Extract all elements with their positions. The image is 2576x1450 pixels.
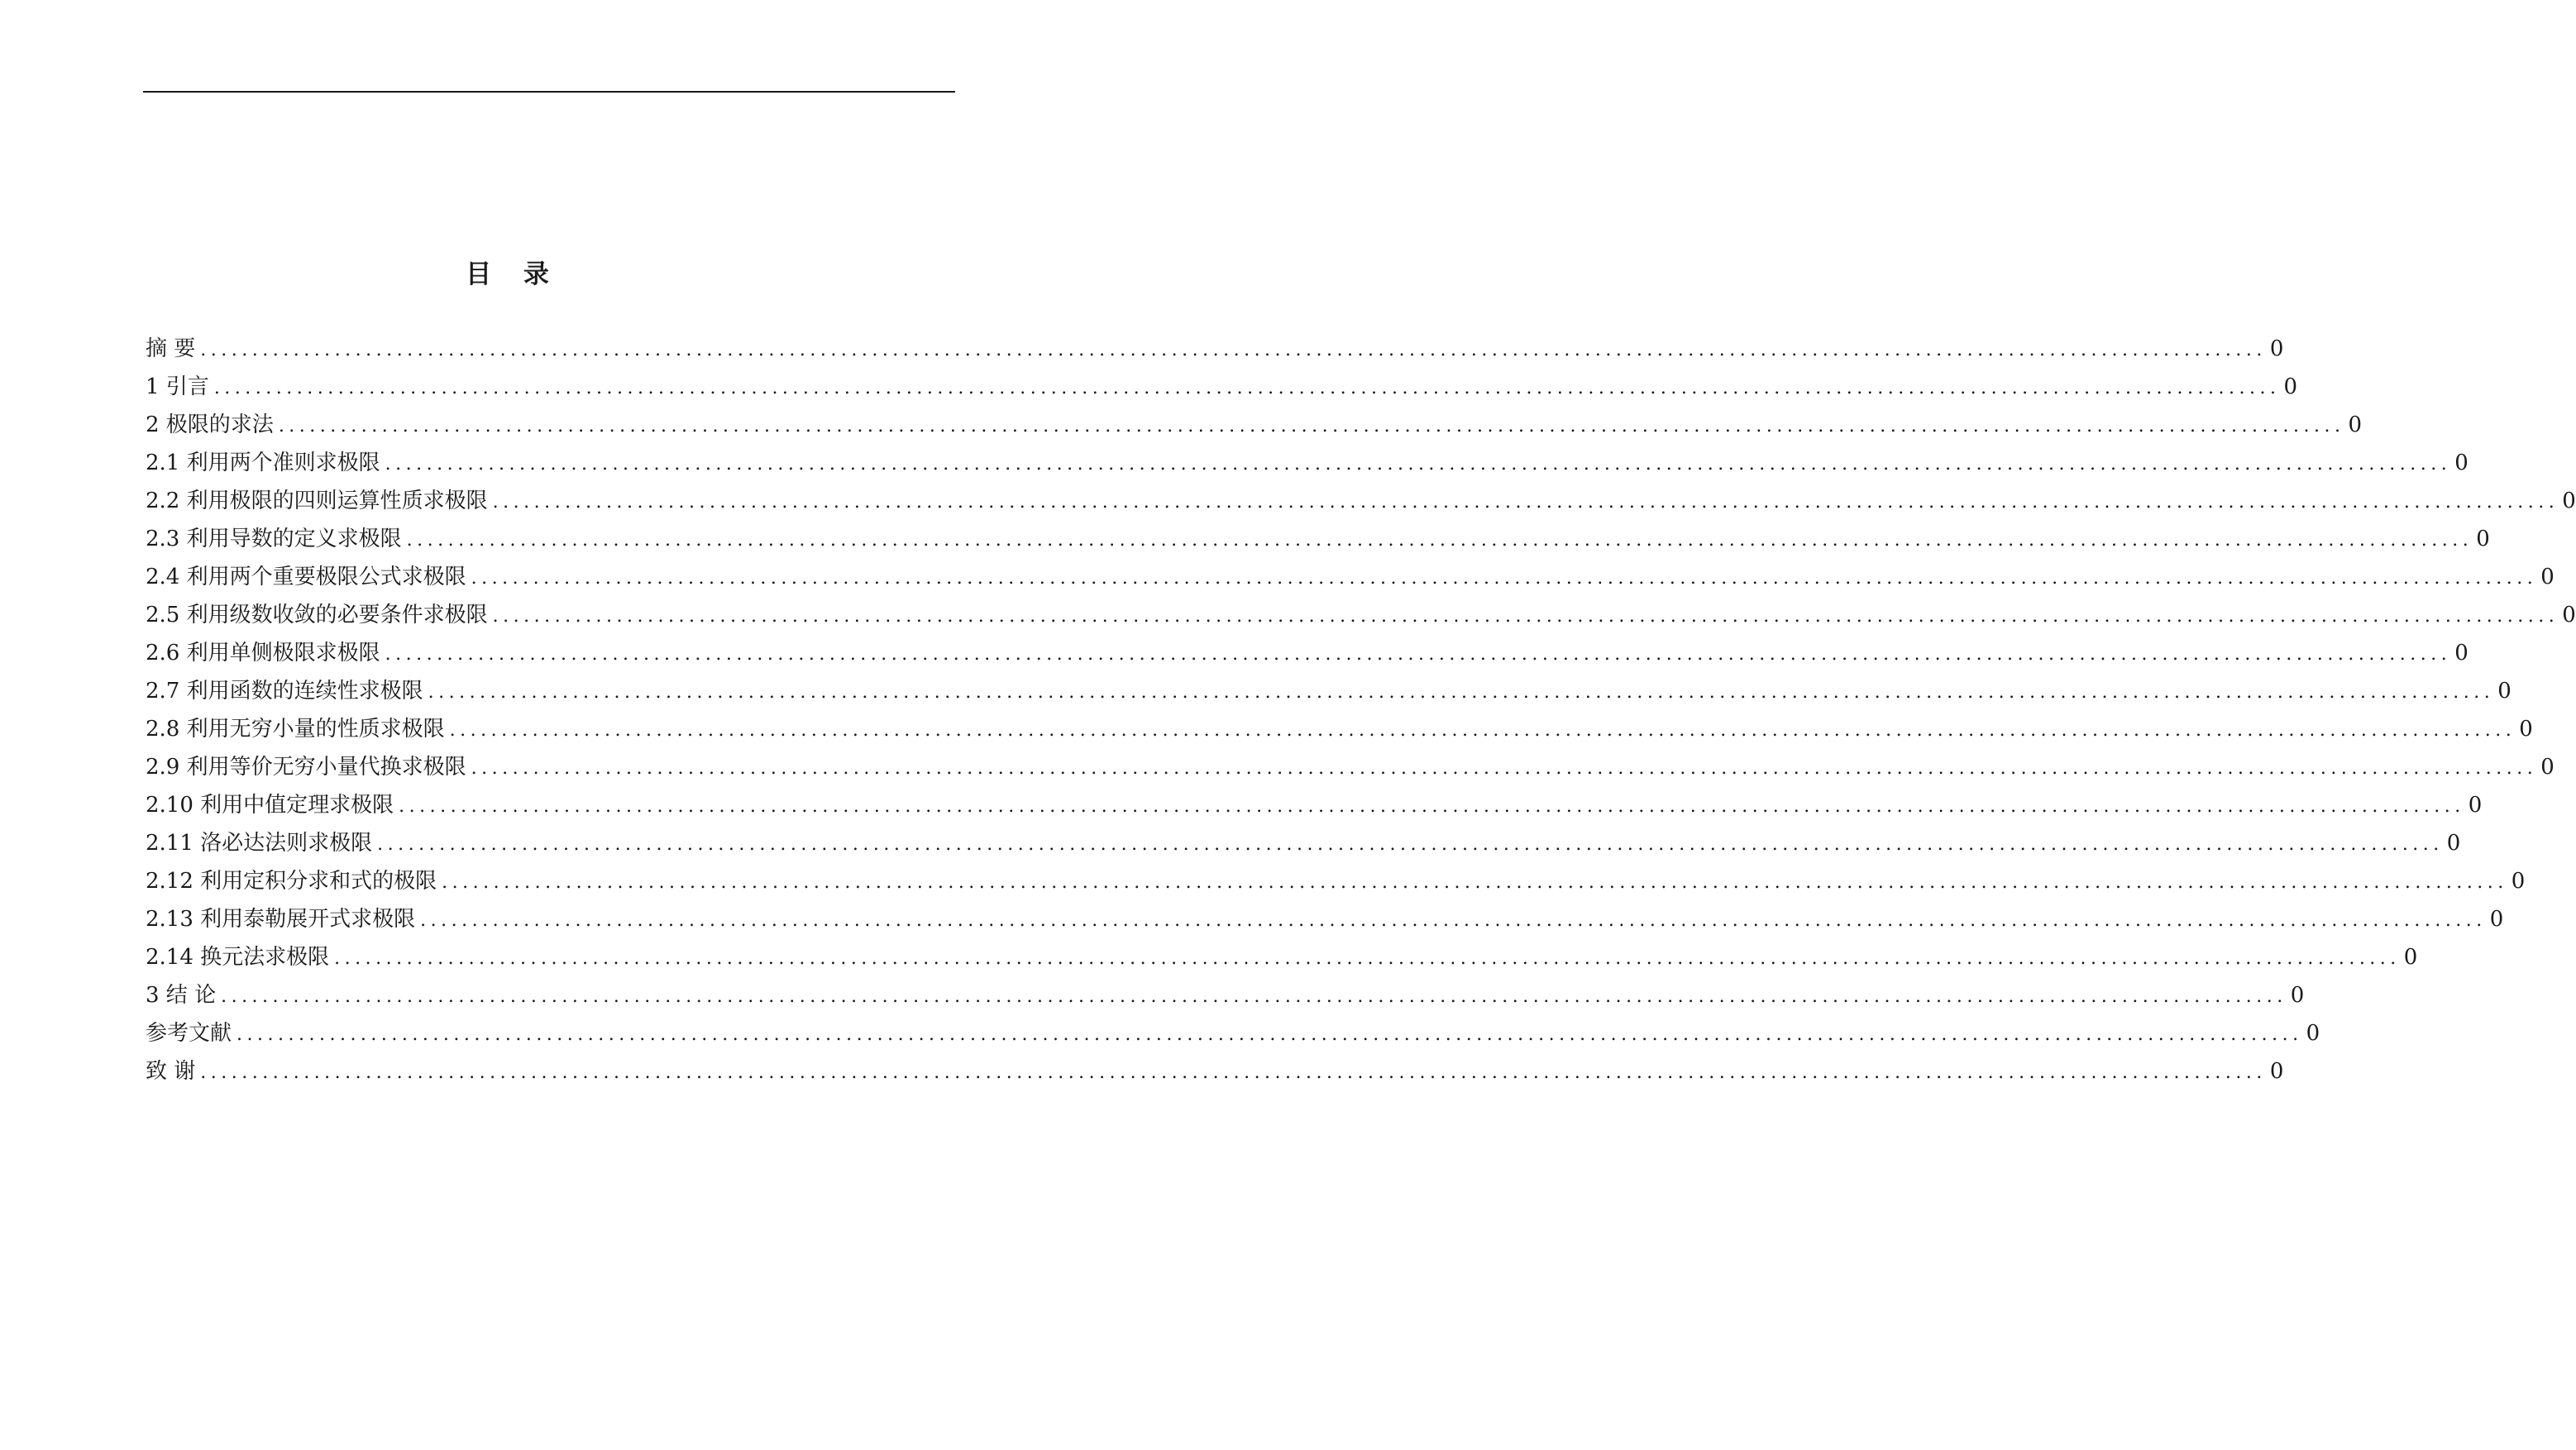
toc-entry-page: 0 — [2348, 413, 2362, 437]
toc-dot-leader: ........................................................................................................................................................................................................ — [377, 834, 2444, 855]
toc-entry-section-2-1[interactable] — [146, 444, 2468, 482]
toc-entry-page: 0 — [2476, 527, 2490, 551]
toc-entry-abstract[interactable] — [146, 330, 2284, 368]
toc-entry-label: 2.5 利用级数收敛的必要条件求极限 — [146, 603, 488, 627]
toc-entry-section-2-3[interactable] — [146, 520, 2490, 558]
toc-entry-label: 2.10 利用中值定理求极限 — [146, 793, 394, 818]
toc-entry-page: 0 — [2269, 1059, 2284, 1084]
toc-entry-section-2-13[interactable] — [146, 900, 2504, 938]
toc-entry-page: 0 — [2562, 603, 2576, 627]
toc-entry-page: 0 — [2283, 374, 2297, 399]
toc-entry-page: 0 — [2269, 336, 2284, 361]
toc-dot-leader: ........................................................................................................................................................................................................ — [406, 530, 2473, 551]
toc-dot-leader: ........................................................................................................................................................................................................ — [385, 644, 2452, 665]
toc-entry-acknowledgements[interactable] — [146, 1052, 2284, 1090]
toc-dot-leader: ........................................................................................................................................................................................................ — [221, 986, 2287, 1007]
toc-entry-page: 0 — [2403, 945, 2418, 970]
toc-dot-leader: ........................................................................................................................................................................................................ — [213, 378, 2281, 398]
toc-entry-page: 0 — [2306, 1021, 2320, 1046]
toc-dot-leader: ........................................................................................................................................................................................................ — [278, 416, 2345, 436]
toc-entry-label: 1 引言 — [146, 374, 209, 399]
toc-dot-leader: ........................................................................................................................................................................................................ — [492, 606, 2559, 627]
toc-entry-label: 2.12 利用定积分求和式的极限 — [146, 869, 437, 894]
header-rule — [143, 91, 955, 93]
toc-dot-leader: ........................................................................................................................................................................................................ — [449, 720, 2516, 741]
toc-entry-page: 0 — [2468, 793, 2483, 818]
toc-entry-page: 0 — [2497, 679, 2511, 704]
toc-entry-label: 3 结 论 — [146, 983, 217, 1008]
toc-entry-section-2-11[interactable] — [146, 824, 2461, 862]
toc-entry-section-2-8[interactable] — [146, 710, 2533, 748]
toc-entry-page: 0 — [2519, 717, 2533, 742]
toc-dot-leader: ........................................................................................................................................................................................................ — [237, 1024, 2303, 1045]
toc-dot-leader: ........................................................................................................................................................................................................ — [385, 454, 2452, 475]
toc-dot-leader: ........................................................................................................................................................................................................ — [334, 948, 2401, 969]
toc-entry-label: 2.14 换元法求极限 — [146, 945, 330, 970]
toc-entry-references[interactable] — [146, 1014, 2320, 1052]
toc-dot-leader: ........................................................................................................................................................................................................ — [420, 910, 2487, 931]
toc-entry-page: 0 — [2454, 451, 2468, 475]
toc-entry-section-2-9[interactable] — [146, 748, 2554, 786]
toc-dot-leader: ........................................................................................................................................................................................................ — [399, 796, 2465, 817]
toc-entry-label: 2.1 利用两个准则求极限 — [146, 451, 380, 475]
toc-dot-leader: ........................................................................................................................................................................................................ — [471, 568, 2538, 589]
toc-entry-label: 2.11 洛必达法则求极限 — [146, 831, 373, 856]
toc-entry-section-2-12[interactable] — [146, 862, 2526, 900]
toc-entry-section-2-14[interactable] — [146, 938, 2418, 976]
toc-entry-page: 0 — [2489, 907, 2504, 932]
toc-entry-label: 参考文献 — [146, 1021, 232, 1046]
toc-entry-label: 2.3 利用导数的定义求极限 — [146, 527, 402, 551]
toc-entry-section-2-10[interactable] — [146, 786, 2483, 824]
toc-dot-leader: ........................................................................................................................................................................................................ — [200, 1062, 2267, 1083]
toc-entry-label: 2.8 利用无穷小量的性质求极限 — [146, 717, 445, 742]
toc-entry-page: 0 — [2446, 831, 2461, 856]
toc-dot-leader: ........................................................................................................................................................................................................ — [200, 340, 2267, 360]
toc-dot-leader: ........................................................................................................................................................................................................ — [442, 872, 2508, 893]
toc-list — [146, 330, 2576, 1090]
toc-entry-label: 2.2 利用极限的四则运算性质求极限 — [146, 489, 488, 513]
toc-dot-leader: ........................................................................................................................................................................................................ — [471, 758, 2538, 779]
toc-entry-section-2-2[interactable] — [146, 482, 2576, 520]
toc-entry-label: 2 极限的求法 — [146, 413, 274, 437]
toc-entry-label: 2.13 利用泰勒展开式求极限 — [146, 907, 416, 932]
toc-entry-label: 2.6 利用单侧极限求极限 — [146, 641, 380, 665]
toc-entry-section-2-5[interactable] — [146, 596, 2576, 634]
toc-entry-introduction[interactable] — [146, 368, 2297, 406]
toc-dot-leader: ........................................................................................................................................................................................................ — [428, 682, 2495, 703]
toc-entry-label: 2.4 利用两个重要极限公式求极限 — [146, 565, 466, 589]
toc-entry-label: 2.9 利用等价无穷小量代换求极限 — [146, 755, 466, 780]
toc-dot-leader: ........................................................................................................................................................................................................ — [492, 492, 2559, 513]
toc-entry-section-2[interactable] — [146, 406, 2362, 444]
toc-entry-label: 致 谢 — [146, 1059, 196, 1084]
toc-entry-section-2-4[interactable] — [146, 558, 2554, 596]
toc-entry-section-2-6[interactable] — [146, 634, 2468, 672]
toc-entry-page: 0 — [2290, 983, 2305, 1008]
toc-entry-section-2-7[interactable] — [146, 672, 2511, 710]
toc-entry-page: 0 — [2454, 641, 2468, 665]
toc-entry-label: 2.7 利用函数的连续性求极限 — [146, 679, 423, 704]
toc-entry-page: 0 — [2511, 869, 2526, 894]
toc-entry-conclusion[interactable] — [146, 976, 2305, 1014]
toc-entry-label: 摘 要 — [146, 336, 196, 361]
toc-entry-page: 0 — [2540, 565, 2554, 589]
toc-title: 目 录 — [466, 260, 561, 289]
toc-entry-page: 0 — [2540, 755, 2554, 780]
toc-entry-page: 0 — [2562, 489, 2576, 513]
